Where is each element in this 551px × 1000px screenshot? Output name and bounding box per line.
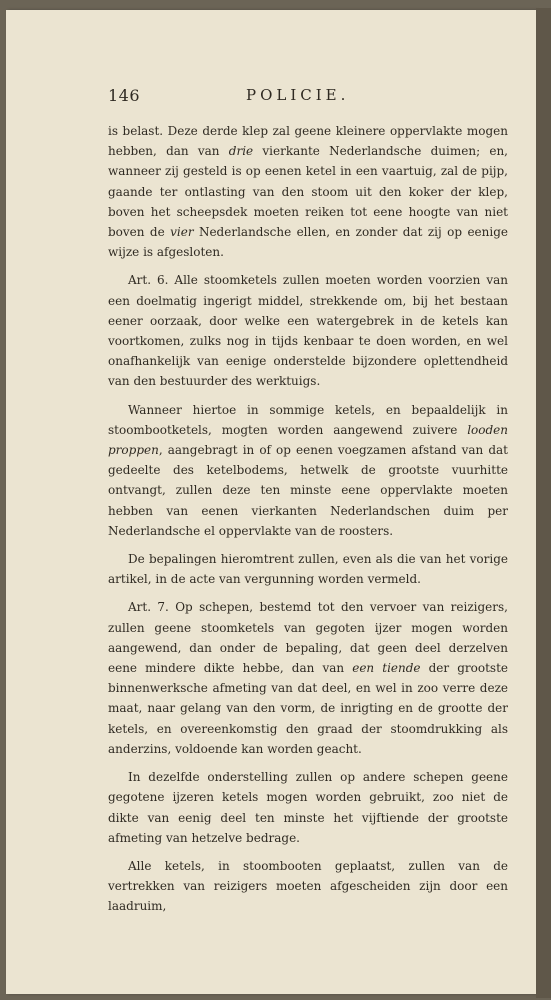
text-segment: , aangebragt in of op eenen voegzamen afstand van dat gedeelte des ketelbodems, hetwelk de grootste vuurhitte ontvangt, zullen deze ten minste eene oppervlakte moeten hebben van eenen vierkanten Nederlandschen duim per Nederlandsche el oppervlakte van de roosters. bbox=[108, 443, 508, 538]
page-header bbox=[108, 86, 508, 106]
text-segment: is belast. Deze derde klep zal geene kleinere oppervlakte mogen hebben, dan van bbox=[108, 124, 508, 159]
paragraph-4: De bepalingen hieromtrent zullen, even als die van het vorige artikel, in de acte van vergunning worden vermeld. bbox=[108, 552, 508, 587]
text-segment: vierkante Nederlandsche duimen; en, wanneer zij gesteld is op eenen ketel in een vaartuig, zal de pijp, gaande ter ontlasting van den stoom uit den koker der klep, boven het scheepsdek moeten reiken tot eene hoogte van niet boven de bbox=[108, 144, 508, 240]
paragraph-5 bbox=[108, 597, 508, 759]
paragraph-6: In dezelfde onderstelling zullen op andere schepen geene gegotene ijzeren ketels mogen worden gebruikt, zoo niet de dikte van eenig deel ten minste het vijftiende der grootste afmeting van hetzelve bedrage. bbox=[108, 770, 508, 845]
running-head: POLICIE. bbox=[246, 86, 350, 104]
italic-emphasis: een tiende bbox=[352, 661, 421, 676]
text-segment: Wanneer hiertoe in sommige ketels, en bepaaldelijk in stoombootketels, mogten worden aangewend zuivere bbox=[108, 402, 508, 437]
italic-emphasis: drie bbox=[228, 144, 254, 159]
body-text bbox=[108, 121, 508, 925]
paragraph-2: Art. 6. Alle stoomketels zullen moeten worden voorzien van een doelmatig ingerigt middel, strekkende om, bij het bestaan eener oorzaak, door welke een watergebrek in de ketels kan voortkomen, zulks nog in tijds kenbaar te doen worden, en wel onafhankelijk van eenige onderstelde bijzondere oplettendheid van den bestuurder des werktuigs. bbox=[108, 273, 508, 389]
text-segment: Nederlandsche ellen, en zonder dat zij op eenige wijze is afgesloten. bbox=[108, 225, 508, 260]
italic-emphasis: vier bbox=[170, 225, 194, 240]
paragraph-7: Alle ketels, in stoombooten geplaatst, zullen van de vertrekken van reizigers moeten afgescheiden zijn door een laadruim, bbox=[108, 858, 508, 914]
paragraph-3 bbox=[108, 400, 508, 541]
page-edge bbox=[536, 8, 551, 998]
italic-emphasis: looden proppen bbox=[108, 422, 508, 458]
text-segment: der grootste binnenwerksche afmeting van dat deel, en wel in zoo verre deze maat, naar gelang van den vorm, de inrigting en de grootte der ketels, en overeenkomstig den graad der stoomdrukking als anderzins, voldoende kan worden geacht. bbox=[108, 661, 509, 756]
page-number: 146 bbox=[108, 86, 141, 105]
text-segment: Art. 7. Op schepen, bestemd tot den vervoer van reizigers, zullen geene stoomketels van gegoten ijzer mogen worden aangewend, dan onder de bepaling, dat geen deel derzelven eene mindere dikte hebbe, dan van bbox=[108, 600, 508, 676]
paragraph-1 bbox=[108, 121, 508, 262]
